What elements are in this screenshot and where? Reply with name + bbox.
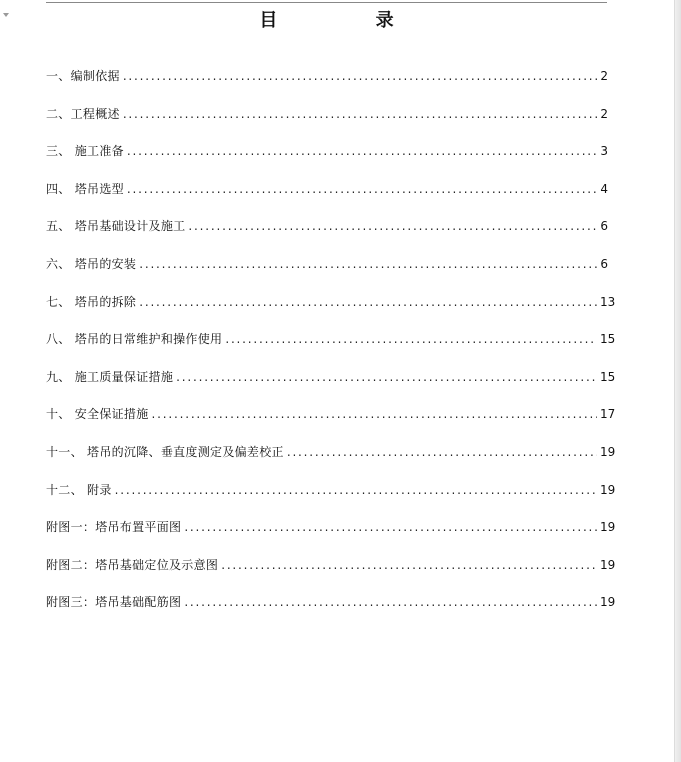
toc-entry-page: 19 [600,595,616,610]
dot-leader [115,480,597,500]
toc-entry-page: 6 [600,219,608,234]
toc-entry-page: 13 [600,294,616,309]
toc-entry[interactable] [46,216,608,254]
dot-leader [139,292,597,312]
dot-leader [123,66,597,86]
toc-entry[interactable] [46,141,608,179]
toc-entry[interactable] [46,480,616,518]
toc-entry-label: 附图一：塔吊布置平面图 [46,520,182,535]
toc-entry[interactable] [46,517,616,555]
dot-leader [139,254,597,274]
toc-entry-page: 2 [600,106,608,121]
toc-entry-label: 六、 塔吊的安装 [46,256,137,271]
toc-entry-label: 一、编制依据 [46,69,120,83]
toc-entry-page: 19 [600,482,616,497]
collapse-marker-icon [3,13,9,17]
toc-entry-page: 15 [600,332,616,347]
toc-entry[interactable] [46,442,616,480]
dot-leader [127,179,597,199]
toc-entry[interactable] [46,292,616,330]
toc-entry-label: 七、 塔吊的拆除 [46,294,137,309]
toc-entry-label: 十一、 塔吊的沉降、垂直度测定及偏差校正 [46,444,284,459]
toc-entry-label: 二、工程概述 [46,106,120,121]
toc-entry[interactable] [46,329,616,367]
toc-entry-page: 19 [600,444,616,459]
toc-entry-page: 3 [600,144,608,159]
dot-leader [127,141,597,161]
dot-leader [221,555,597,575]
toc-entry[interactable] [46,66,608,104]
toc-entry-label: 十、 安全保证措施 [46,407,149,422]
toc-entry-label: 九、 施工质量保证措施 [46,369,174,384]
dot-leader [225,329,597,349]
toc-entry[interactable] [46,104,608,142]
toc-entry-page: 19 [600,557,616,572]
toc-list [46,66,616,630]
toc-entry[interactable] [46,367,616,405]
toc-entry[interactable] [46,179,608,217]
toc-entry-label: 附图二：塔吊基础定位及示意图 [46,557,219,572]
toc-entry-page: 19 [600,520,616,535]
toc-entry-page: 2 [600,69,608,83]
toc-entry-page: 17 [600,407,616,422]
page-edge [674,0,681,762]
toc-entry[interactable] [46,555,616,593]
toc-entry-label: 五、 塔吊基础设计及施工 [46,219,186,234]
dot-leader [188,216,597,236]
dot-leader [184,517,597,537]
toc-entry-label: 八、 塔吊的日常维护和操作使用 [46,332,223,347]
toc-entry-page: 4 [600,181,608,196]
header-rule [46,2,607,3]
toc-entry[interactable] [46,254,608,292]
toc-entry-label: 四、 塔吊选型 [46,181,124,196]
toc-entry-label: 三、 施工准备 [46,144,124,159]
toc-entry-page: 6 [600,256,608,271]
dot-leader [152,404,597,424]
page-title: 目 录 [259,10,440,31]
dot-leader [184,592,597,612]
toc-entry[interactable] [46,592,616,630]
toc-entry-page: 15 [600,369,616,384]
toc-entry-label: 附图三：塔吊基础配筋图 [46,595,182,610]
dot-leader [123,104,597,124]
dot-leader [176,367,597,387]
toc-entry[interactable] [46,404,616,442]
toc-entry-label: 十二、 附录 [46,482,112,497]
dot-leader [287,442,597,462]
